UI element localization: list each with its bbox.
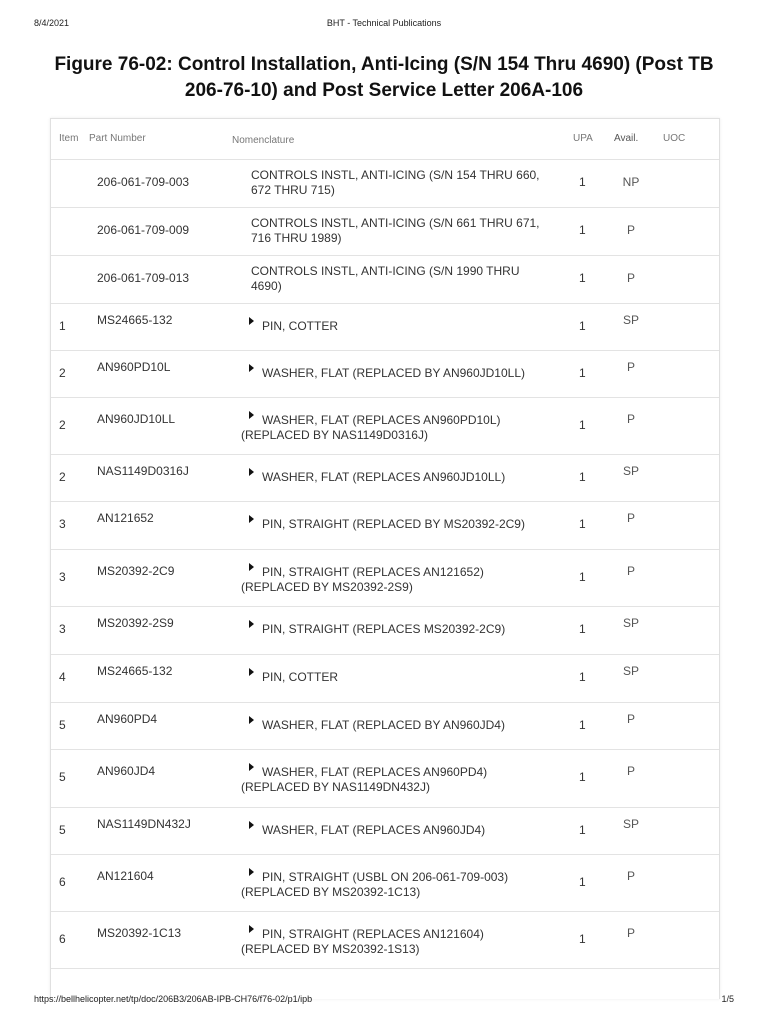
item-number: 6: [59, 932, 66, 946]
nomenclature-text: PIN, STRAIGHT (USBL ON 206-061-709-003): [262, 870, 509, 884]
item-number: 6: [59, 875, 66, 889]
caret-right-icon: [249, 317, 254, 325]
figure-title: Figure 76-02: Control Installation, Anti-Icing (S/N 154 Thru 4690) (Post TB 206-76-10) and Post Service Letter 206A-106: [54, 54, 714, 101]
table-row: [51, 255, 719, 304]
part-number: 206-061-709-009: [97, 223, 190, 237]
caret-right-icon: [249, 925, 254, 933]
upa-value: 1: [579, 223, 586, 237]
avail-value: SP: [622, 817, 639, 831]
caret-right-icon: [249, 716, 254, 724]
caret-right-icon: [249, 563, 254, 571]
table-row: [51, 654, 719, 703]
caret-right-icon: [249, 620, 254, 628]
upa-value: 1: [579, 175, 586, 189]
part-number: NAS1149DN432J: [97, 817, 191, 831]
page-url: https://bellhelicopter.net/tp/doc/206B3/206AB-IPB-CH76/f76-02/p1/ipb: [34, 994, 313, 1004]
item-number: 3: [59, 570, 66, 584]
nomenclature: [241, 563, 571, 595]
item-number: 4: [59, 670, 66, 684]
upa-value: 1: [579, 622, 586, 636]
item-number: 2: [59, 470, 66, 484]
upa-value: 1: [579, 823, 586, 837]
caret-right-icon: [249, 868, 254, 876]
avail-value: SP: [622, 464, 639, 478]
nomenclature: [241, 317, 571, 334]
nomenclature-line: [241, 620, 571, 637]
nomenclature-text: CONTROLS INSTL, ANTI-ICING (S/N 1990 THRU: [251, 264, 520, 278]
avail-value: P: [626, 869, 635, 883]
header-nomenclature: Nomenclature: [232, 135, 295, 146]
caret-right-icon: [249, 515, 254, 523]
caret-right-icon: [249, 468, 254, 476]
nomenclature-line: [241, 364, 571, 381]
item-number: 2: [59, 366, 66, 380]
avail-value: P: [626, 764, 635, 778]
nomenclature-line: (REPLACED BY MS20392-1S13): [241, 942, 420, 956]
upa-value: 1: [579, 875, 586, 889]
nomenclature-line: 672 THRU 715): [251, 183, 335, 197]
nomenclature-line: [241, 468, 571, 485]
avail-value: P: [626, 564, 635, 578]
nomenclature-line: 716 THRU 1989): [251, 231, 342, 245]
nomenclature: [241, 168, 571, 198]
nomenclature: [241, 668, 571, 685]
part-number: MS24665-132: [97, 664, 173, 678]
item-number: 5: [59, 823, 66, 837]
nomenclature-text: WASHER, FLAT (REPLACES AN960JD10LL): [262, 470, 506, 484]
part-number: AN960PD4: [97, 712, 158, 726]
nomenclature: [241, 925, 571, 957]
nomenclature-text: PIN, COTTER: [262, 670, 339, 684]
upa-value: 1: [579, 670, 586, 684]
nomenclature-line: [241, 264, 571, 279]
table-row: [51, 749, 719, 808]
site-title: BHT - Technical Publications: [326, 18, 442, 28]
caret-right-icon: [249, 763, 254, 771]
nomenclature-line: [241, 563, 571, 580]
avail-value: P: [626, 271, 635, 285]
part-number: MS20392-1C13: [97, 926, 182, 940]
table-row: [51, 350, 719, 398]
nomenclature-line: [241, 411, 571, 428]
part-number: MS20392-2S9: [97, 616, 174, 630]
upa-value: 1: [579, 770, 586, 784]
part-number: NAS1149D0316J: [97, 464, 189, 478]
table-row: [51, 207, 719, 256]
nomenclature-line: (REPLACED BY MS20392-1C13): [241, 885, 421, 899]
table-header-row: [51, 119, 719, 160]
nomenclature: [241, 868, 571, 900]
nomenclature: [241, 468, 571, 485]
part-number: 206-061-709-003: [97, 175, 190, 189]
avail-value: NP: [622, 175, 640, 189]
avail-value: SP: [622, 664, 639, 678]
upa-value: 1: [579, 517, 586, 531]
upa-value: 1: [579, 418, 586, 432]
nomenclature: [241, 620, 571, 637]
nomenclature-text: PIN, COTTER: [262, 319, 339, 333]
upa-value: 1: [579, 319, 586, 333]
avail-value: SP: [622, 616, 639, 630]
caret-right-icon: [249, 668, 254, 676]
avail-value: P: [626, 412, 635, 426]
table-row: [51, 911, 719, 969]
nomenclature-line: [241, 168, 571, 183]
upa-value: 1: [579, 366, 586, 380]
nomenclature-line: 4690): [251, 279, 282, 293]
caret-right-icon: [249, 411, 254, 419]
avail-value: P: [626, 926, 635, 940]
nomenclature-text: PIN, STRAIGHT (REPLACES AN121604): [262, 927, 484, 941]
avail-value: SP: [622, 313, 639, 327]
nomenclature-line: [241, 317, 571, 334]
part-number: AN960JD4: [97, 764, 156, 778]
part-number: 206-061-709-013: [97, 271, 190, 285]
header-part-number: Part Number: [89, 133, 146, 144]
item-number: 3: [59, 622, 66, 636]
nomenclature: [241, 364, 571, 381]
header-avail: Avail.: [614, 133, 639, 144]
nomenclature-line: (REPLACED BY NAS1149D0316J): [241, 428, 428, 442]
upa-value: 1: [579, 718, 586, 732]
nomenclature-text: WASHER, FLAT (REPLACES AN960PD10L): [262, 413, 501, 427]
table-row: [51, 501, 719, 550]
nomenclature: [241, 716, 571, 733]
upa-value: 1: [579, 470, 586, 484]
part-number: AN121604: [97, 869, 154, 883]
avail-value: P: [626, 223, 635, 237]
nomenclature-text: PIN, STRAIGHT (REPLACES MS20392-2C9): [262, 622, 506, 636]
upa-value: 1: [579, 271, 586, 285]
header-uoc: UOC: [663, 133, 686, 144]
nomenclature-text: PIN, STRAIGHT (REPLACES AN121652): [262, 565, 484, 579]
nomenclature-line: (REPLACED BY MS20392-2S9): [241, 580, 413, 594]
nomenclature-line: (REPLACED BY NAS1149DN432J): [241, 780, 430, 794]
part-number: AN121652: [97, 511, 154, 525]
item-number: 1: [59, 319, 66, 333]
nomenclature-text: PIN, STRAIGHT (REPLACED BY MS20392-2C9): [262, 517, 525, 531]
nomenclature: [241, 515, 571, 532]
table-row: [51, 854, 719, 912]
nomenclature-line: [241, 216, 571, 231]
avail-value: P: [626, 511, 635, 525]
nomenclature-line: [241, 515, 571, 532]
upa-value: 1: [579, 932, 586, 946]
nomenclature: [241, 763, 571, 795]
table-row: [51, 606, 719, 655]
table-row: [51, 549, 719, 607]
item-number: 5: [59, 770, 66, 784]
nomenclature: [241, 216, 571, 246]
nomenclature-line: [241, 668, 571, 685]
upa-value: 1: [579, 570, 586, 584]
page-number: 1/5: [721, 994, 734, 1004]
item-number: 3: [59, 517, 66, 531]
table-row: [51, 454, 719, 502]
table-row: [51, 702, 719, 750]
caret-right-icon: [249, 821, 254, 829]
part-number: AN960JD10LL: [97, 412, 176, 426]
nomenclature-text: WASHER, FLAT (REPLACED BY AN960JD10LL): [262, 366, 525, 380]
nomenclature-line: [241, 716, 571, 733]
nomenclature-line: [241, 821, 571, 838]
item-number: 5: [59, 718, 66, 732]
part-number: AN960PD10L: [97, 360, 171, 374]
part-number: MS24665-132: [97, 313, 173, 327]
nomenclature-text: WASHER, FLAT (REPLACED BY AN960JD4): [262, 718, 505, 732]
table-row: [51, 159, 719, 208]
nomenclature: [241, 411, 571, 443]
nomenclature-text: WASHER, FLAT (REPLACES AN960PD4): [262, 765, 488, 779]
item-number: 2: [59, 418, 66, 432]
nomenclature-text: CONTROLS INSTL, ANTI-ICING (S/N 661 THRU 671,: [251, 216, 540, 230]
header-item: Item: [59, 133, 79, 144]
part-number: MS20392-2C9: [97, 564, 175, 578]
nomenclature-text: WASHER, FLAT (REPLACES AN960JD4): [262, 823, 486, 837]
parts-table: [50, 118, 720, 999]
avail-value: P: [626, 712, 635, 726]
caret-right-icon: [249, 364, 254, 372]
nomenclature-text: CONTROLS INSTL, ANTI-ICING (S/N 154 THRU 660,: [251, 168, 540, 182]
nomenclature-line: [241, 763, 571, 780]
nomenclature: [241, 264, 571, 294]
avail-value: P: [626, 360, 635, 374]
print-date: 8/4/2021: [34, 18, 70, 28]
nomenclature-line: [241, 925, 571, 942]
table-row: [51, 397, 719, 455]
table-row: [51, 807, 719, 855]
header-upa: UPA: [573, 133, 593, 144]
nomenclature: [241, 821, 571, 838]
nomenclature-line: [241, 868, 571, 885]
table-row: [51, 303, 719, 351]
